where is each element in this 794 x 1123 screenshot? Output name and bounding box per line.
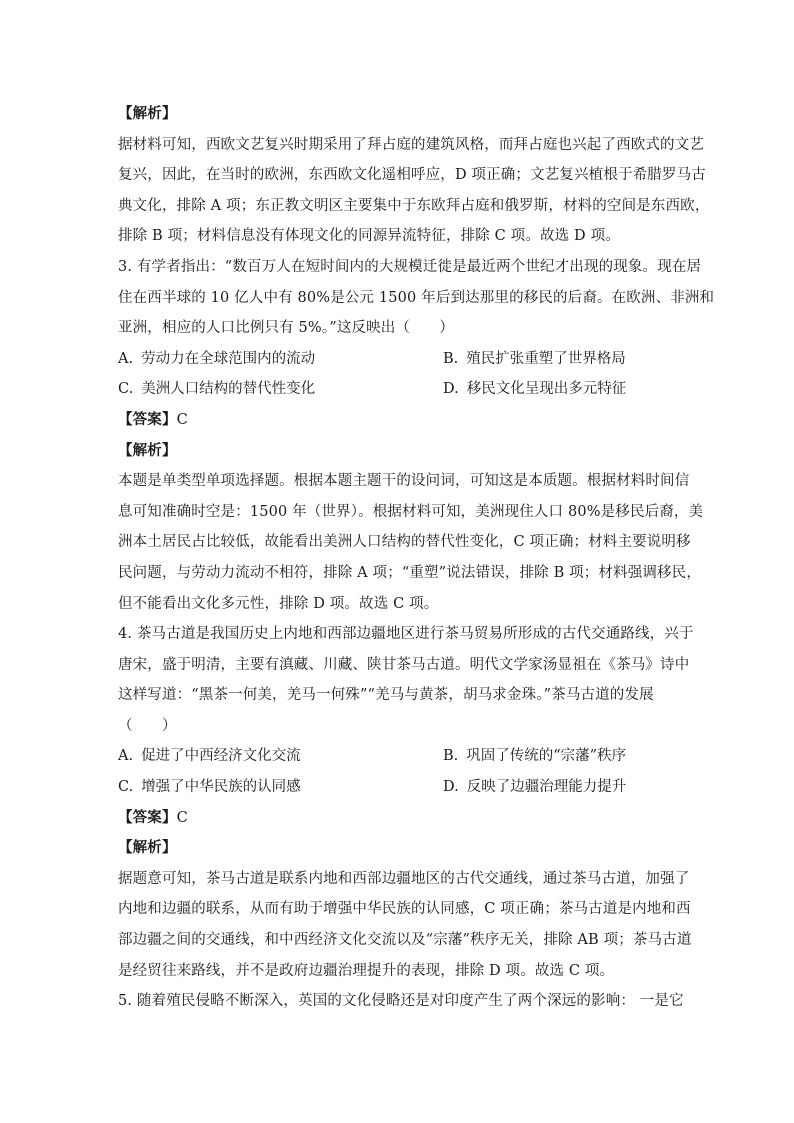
option-text: 殖民扩张重塑了世界格局 bbox=[466, 350, 626, 367]
answer-label: 【答案】 bbox=[118, 411, 177, 428]
analysis-label: 【解析】 bbox=[118, 840, 177, 857]
option-text: 劳动力在全球范围内的流动 bbox=[141, 350, 316, 367]
option-b bbox=[443, 344, 768, 375]
question-3-stem: 亚洲，相应的人口比例只有 5%。”这反映出（ ） bbox=[118, 320, 455, 337]
option-letter: D. bbox=[443, 381, 459, 398]
option-a bbox=[118, 741, 443, 772]
analysis-line: 排除 B 项；材料信息没有体现文化的同源异流特征，排除 C 项。故选 D 项。 bbox=[118, 228, 620, 245]
option-text: 增强了中华民族的认同感 bbox=[141, 779, 301, 796]
option-text: 促进了中西经济文化交流 bbox=[141, 748, 301, 765]
question-3-options-row bbox=[118, 374, 678, 405]
analysis-line: 民问题，与劳动力流动不相符，排除 A 项；“重塑”说法错误，排除 B 项；材料强调移民， bbox=[118, 564, 701, 581]
question-4-stem: 4. 茶马古道是我国历史上内地和西部边疆地区进行茶马贸易所形成的古代交通路线，兴于 bbox=[118, 626, 694, 643]
option-letter: B. bbox=[443, 748, 459, 765]
analysis-line: 典文化，排除 A 项；东正教文明区主要集中于东欧拜占庭和俄罗斯，材料的空间是东西欧， bbox=[118, 197, 710, 214]
option-letter: C. bbox=[118, 779, 134, 796]
analysis-label: 【解析】 bbox=[118, 442, 177, 459]
option-text: 美洲人口结构的替代性变化 bbox=[141, 381, 316, 398]
option-text: 移民文化呈现出多元特征 bbox=[466, 381, 627, 398]
option-d bbox=[443, 374, 768, 405]
option-c bbox=[118, 374, 443, 405]
option-a bbox=[118, 344, 443, 375]
analysis-line: 息可知准确时空是：1500 年（世界）。根据材料可知，美洲现住人口 80%是移民后裔，美 bbox=[118, 503, 704, 520]
question-4-answer bbox=[118, 803, 678, 834]
question-4-stem: （ ） bbox=[118, 717, 177, 734]
answer-value: C bbox=[176, 411, 188, 428]
answer-label: 【答案】 bbox=[118, 809, 177, 826]
question-4-options-row bbox=[118, 772, 678, 803]
question-4-stem: 这样写道：“黑茶一何美，羌马一何殊”“羌马与黄茶，胡马求金珠。”茶马古道的发展 bbox=[118, 687, 654, 704]
question-3-options-row bbox=[118, 344, 678, 375]
question-4-options-row bbox=[118, 741, 678, 772]
question-3-stem: 住在西半球的 10 亿人中有 80%是公元 1500 年后到达那里的移民的后裔。在欧洲、非洲和 bbox=[118, 289, 715, 306]
question-3-stem: 3. 有学者指出：“数百万人在短时间内的大规模迁徙是最近两个世纪才出现的现象。现在居 bbox=[118, 258, 702, 275]
question-4-stem: 唐宋，盛于明清，主要有滇藏、川藏、陕甘茶马古道。明代文学家汤显祖在《茶马》诗中 bbox=[118, 656, 690, 673]
question-5-stem: 5. 随着殖民侵略不断深入，英国的文化侵略还是对印度产生了两个深远的影响： 一是它 bbox=[118, 993, 684, 1010]
analysis-line: 是经贸往来路线，并不是政府边疆治理提升的表现，排除 D 项。故选 C 项。 bbox=[118, 962, 615, 979]
document-page bbox=[118, 99, 715, 1017]
analysis-line: 本题是单类型单项选择题。根据本题主题干的设问词，可知这是本质题。根据材料时间信 bbox=[118, 473, 690, 490]
option-letter: A. bbox=[118, 350, 134, 367]
analysis-line: 内地和边疆的联系，从而有助于增强中华民族的认同感，C 项正确；茶马古道是内地和西 bbox=[118, 901, 691, 918]
question-3-answer bbox=[118, 405, 678, 436]
analysis-line: 复兴，因此，在当时的欧洲，东西欧文化遥相呼应，D 项正确；文艺复兴植根于希腊罗马古 bbox=[118, 167, 706, 184]
analysis-line: 据材料可知，西欧文艺复兴时期采用了拜占庭的建筑风格，而拜占庭也兴起了西欧式的文艺 bbox=[118, 136, 704, 153]
option-letter: B. bbox=[443, 350, 459, 367]
option-c bbox=[118, 772, 443, 803]
option-letter: A. bbox=[118, 748, 134, 765]
option-letter: C. bbox=[118, 381, 134, 398]
answer-value: C bbox=[176, 809, 188, 826]
analysis-line: 但不能看出文化多元性，排除 D 项。故选 C 项。 bbox=[118, 595, 439, 612]
option-letter: D. bbox=[443, 779, 459, 796]
analysis-line: 洲本土居民占比较低，故能看出美洲人口结构的替代性变化，C 项正确；材料主要说明移 bbox=[118, 534, 691, 551]
analysis-line: 据题意可知，茶马古道是联系内地和西部边疆地区的古代交通线，通过茶马古道，加强了 bbox=[118, 870, 690, 887]
option-text: 反映了边疆治理能力提升 bbox=[466, 779, 627, 796]
analysis-label: 【解析】 bbox=[118, 106, 177, 122]
option-text: 巩固了传统的“宗藩”秩序 bbox=[466, 748, 627, 765]
option-d bbox=[443, 772, 768, 803]
analysis-line: 部边疆之间的交通线，和中西经济文化交流以及“宗藩”秩序无关，排除 AB 项；茶马古道 bbox=[118, 932, 692, 949]
option-b bbox=[443, 741, 768, 772]
